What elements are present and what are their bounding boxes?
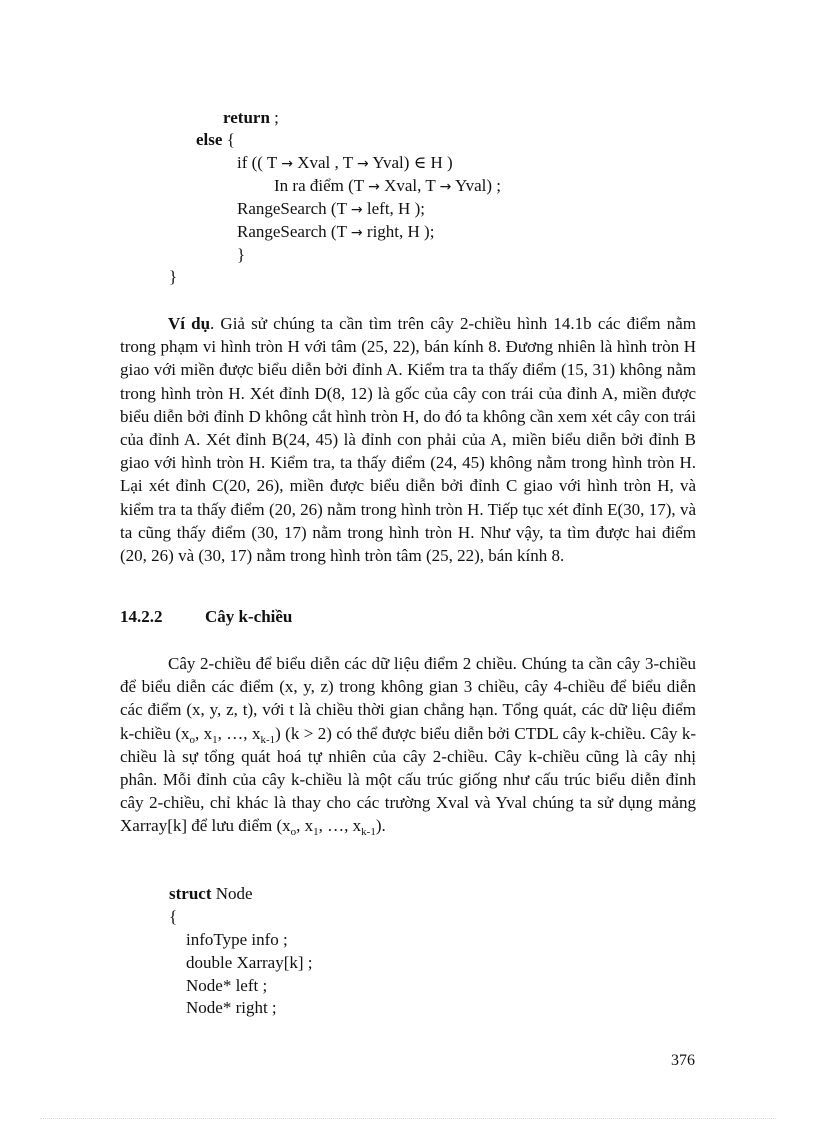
right-arrow-icon: → [357,156,369,172]
subscript: o [189,733,196,746]
code-else-line [196,128,235,151]
code-xarray-line: double Xarray[k] ; [186,953,313,972]
example-paragraph [120,312,696,567]
body-paragraph [120,652,696,838]
code-text: ; [269,108,279,127]
page-number: 376 [671,1052,695,1069]
code-struct-line [169,882,253,905]
body-text: , x [296,816,314,836]
code-text: Node [211,884,253,903]
body-text: , x [195,723,213,743]
keyword-else: else [196,130,223,149]
subscript: k-1 [260,733,276,746]
example-text: . Giả sử chúng ta cần tìm trên cây 2-chiều hình 14.1b các điểm nằm trong phạm vi hình tròn H với tâm (25, 22), bán kính 8. Đương nhiên là hình tròn H giao với miền được biểu diễn bởi đỉnh A. Kiểm tra ta thấy điểm (15, 31) không nằm trong hình tròn H. Xét đỉnh D(8, 12) là gốc của cây con trái của đỉnh A, miền được biểu diễn bởi đỉnh D không cắt hình tròn H, do đó ta không cần xem xét cây con trái của đỉnh A. Xét đỉnh B(24, 45) là đỉnh con phải của A, miền biểu diễn bởi đỉnh B giao với hình tròn H. Kiểm tra, ta thấy điểm (24, 45) không nằm trong hình tròn H. Lại xét đỉnh C(20, 26), miền được biểu diễn bởi đỉnh C giao với hình tròn H, và kiểm tra ta thấy điểm (20, 26) nằm trong hình tròn H. Tiếp tục xét đỉnh E(30, 17), và ta cũng thấy điểm (30, 17) nằm trong hình tròn H. Như vậy, ta tìm được hai điểm (20, 26) và (30, 17) nằm trong hình tròn tâm (25, 22), bán kính 8. [120,314,696,566]
section-number: 14.2.2 [120,607,163,626]
code-open-brace: { [169,907,178,926]
right-arrow-icon: → [350,202,363,218]
code-print-line [274,174,501,199]
code-rangesearch-right-line [237,220,434,245]
code-text: if (( T [237,153,282,172]
code-right-line: Node* right ; [186,998,277,1017]
code-text: right, H ); [362,222,435,241]
code-text: { [222,130,235,149]
code-text: RangeSearch (T [237,199,351,218]
body-text: , …, x [318,816,362,836]
right-arrow-icon: → [350,225,363,241]
code-text: Yval) ∈ H ) [368,153,453,172]
code-left-line: Node* left ; [186,976,268,995]
code-text: In ra điểm (T [274,176,369,195]
body-text: ). [375,816,386,836]
subscript: o [290,826,297,839]
body-text: Cây 2-chiều để biểu diễn các dữ liệu điểm 2 chiều. Chúng ta cần cây 3-chiều để biểu diễn các điểm (x, y, z) trong không gian 3 chiều, cây 4-chiều để biểu diễn các điểm (x, y, z, t), với t là chiều thời gian chẳng hạn. Tổng quát, các dữ liệu điểm k-chiều (x [120,654,696,743]
subscript: 1 [313,826,319,839]
keyword-return: return [223,108,270,127]
code-if-line [237,151,453,176]
code-info-line: infoType info ; [186,930,288,949]
bottom-divider [40,1118,776,1119]
code-text: left, H ); [362,199,425,218]
section-title: Cây k-chiều [205,607,293,626]
code-outer-close-brace: } [169,267,178,286]
body-text: ) (k > 2) có thể được biểu diễn bởi CTDL cây k-chiều. Cây k-chiều là sự tổng quát hoá tự nhiên của cây 2-chiều. Cây k-chiều cũng là cây nhị phân. Mỗi đỉnh của cây k-chiều là một cấu trúc giống như cấu trúc biểu diễn đỉnh cây 2-chiều, chỉ khác là thay cho các trường Xval và Yval chúng ta sử dụng mảng Xarray[k] để lưu điểm (x [120,723,697,836]
code-text: Xval , T [292,153,358,172]
subscript: k-1 [361,826,376,839]
right-arrow-icon: → [439,179,452,195]
code-rangesearch-left-line [237,197,425,222]
body-text: , …, x [217,723,261,743]
subscript: 1 [212,733,218,746]
code-inner-close-brace: } [237,245,246,264]
code-return-line [223,106,279,129]
keyword-struct: struct [169,884,212,903]
code-text: Yval) ; [451,176,502,195]
example-label: Ví dụ [168,314,211,333]
code-text: RangeSearch (T [237,222,351,241]
right-arrow-icon: → [281,156,293,172]
right-arrow-icon: → [368,179,380,195]
code-text: Xval, T [379,176,440,195]
